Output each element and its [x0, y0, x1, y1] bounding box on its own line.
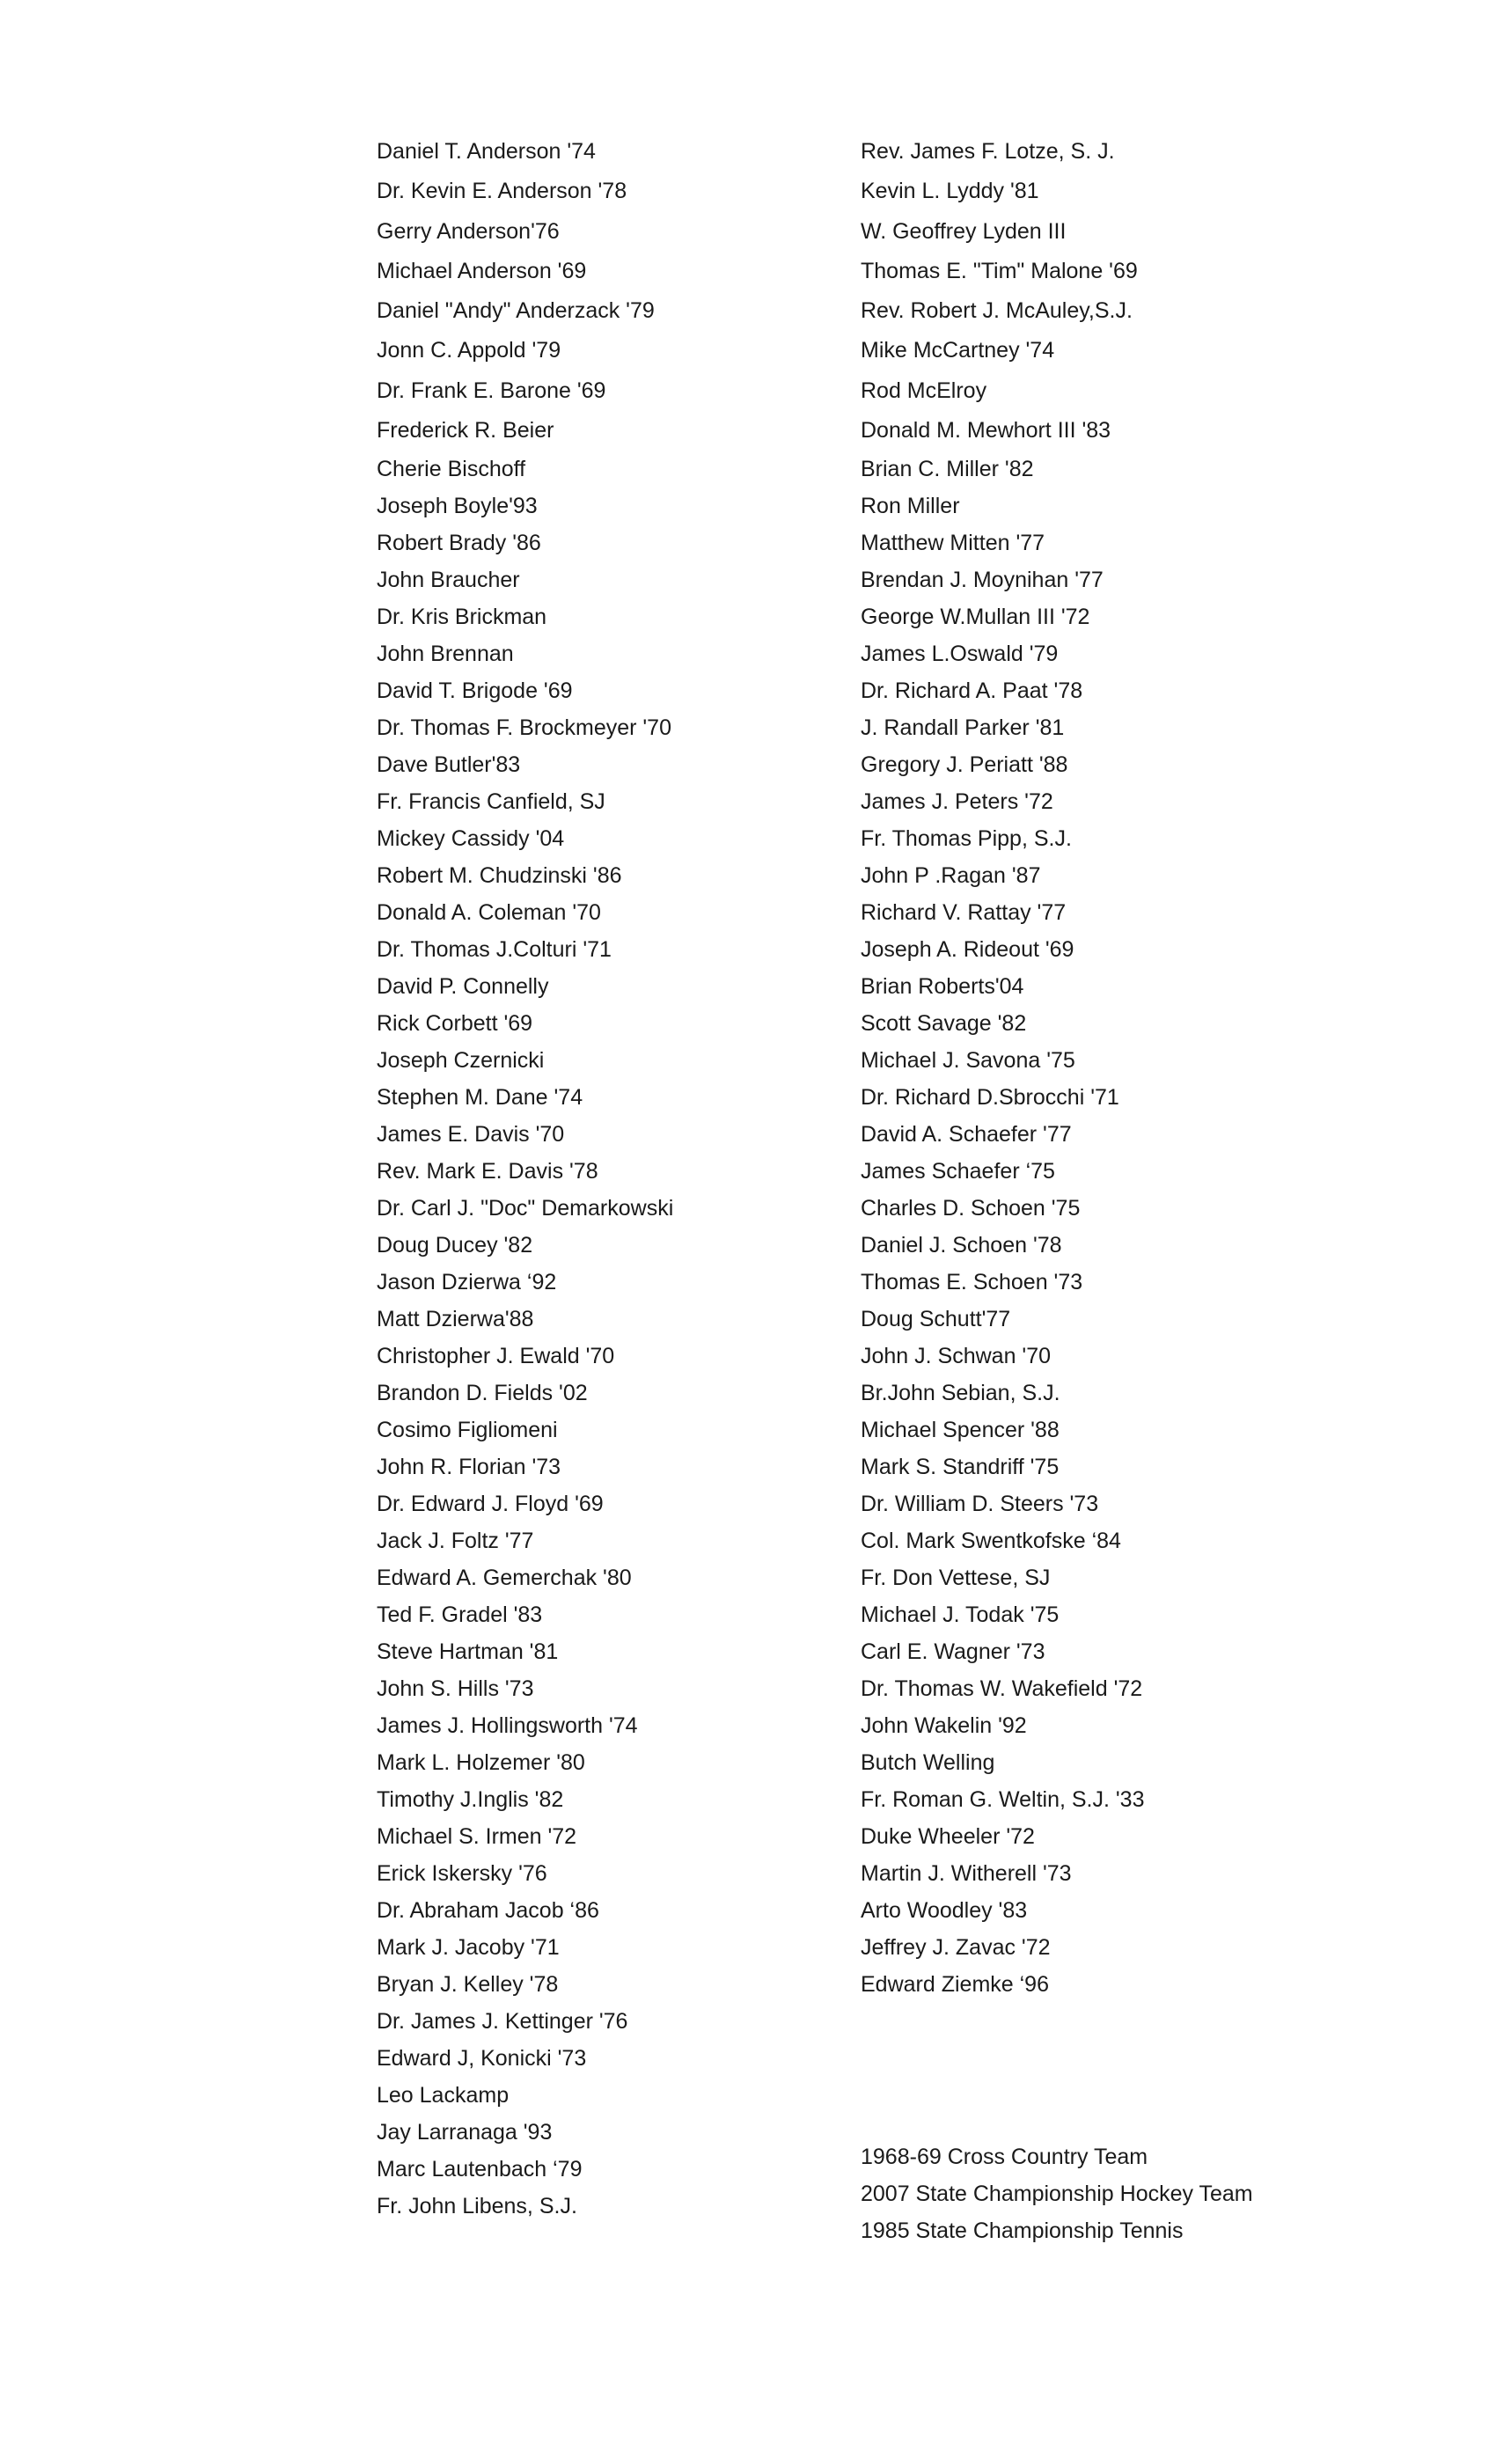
name-entry: James Schaefer ‘75 [861, 1159, 1055, 1184]
name-entry: Mark S. Standriff '75 [861, 1455, 1060, 1480]
name-entry: Mark J. Jacoby '71 [377, 1935, 560, 1961]
name-entry: Joseph Boyle'93 [377, 494, 538, 519]
name-entry: Fr. Roman G. Weltin, S.J. '33 [861, 1787, 1145, 1813]
name-entry: Rev. James F. Lotze, S. J. [861, 139, 1115, 164]
team-list [861, 2138, 1353, 2249]
name-entry: Dr. Kris Brickman [377, 605, 547, 630]
name-entry: Dr. Richard A. Paat '78 [861, 678, 1083, 704]
name-entry: Michael S. Irmen '72 [377, 1824, 577, 1850]
name-entry: George W.Mullan III '72 [861, 605, 1090, 630]
name-entry: David A. Schaefer '77 [861, 1122, 1072, 1148]
name-entry: Dr. Thomas F. Brockmeyer '70 [377, 715, 671, 741]
name-entry: Dr. Thomas J.Colturi '71 [377, 937, 612, 963]
name-entry: Erick Iskersky '76 [377, 1861, 547, 1887]
name-entry: Cosimo Figliomeni [377, 1418, 558, 1443]
name-entry: W. Geoffrey Lyden III [861, 218, 1067, 244]
name-entry: Mickey Cassidy '04 [377, 826, 565, 852]
name-entry: Fr. Thomas Pipp, S.J. [861, 826, 1072, 852]
name-entry: Fr. John Libens, S.J. [377, 2194, 577, 2219]
name-entry: Leo Lackamp [377, 2083, 510, 2108]
name-entry: Brian C. Miller '82 [861, 457, 1034, 482]
name-entry: Scott Savage '82 [861, 1011, 1027, 1037]
name-entry: Kevin L. Lyddy '81 [861, 179, 1039, 204]
name-entry: Donald M. Mewhort III '83 [861, 418, 1111, 444]
name-entry: Michael J. Savona '75 [861, 1048, 1075, 1074]
name-entry: Marc Lautenbach ‘79 [377, 2157, 583, 2182]
name-entry: Rev. Robert J. McAuley,S.J. [861, 298, 1133, 324]
name-entry: David P. Connelly [377, 974, 549, 1000]
name-entry: Matt Dzierwa'88 [377, 1307, 534, 1332]
name-entry: Dr. Edward J. Floyd '69 [377, 1492, 604, 1517]
name-entry: James L.Oswald '79 [861, 642, 1059, 667]
name-entry: Ted F. Gradel '83 [377, 1602, 543, 1628]
name-entry: John S. Hills '73 [377, 1676, 534, 1702]
name-entry: John R. Florian '73 [377, 1455, 561, 1480]
name-entry: Dr. Carl J. "Doc" Demarkowski [377, 1196, 674, 1221]
name-entry: Jeffrey J. Zavac '72 [861, 1935, 1051, 1961]
name-entry: Michael Anderson '69 [377, 258, 587, 283]
name-entry: Rev. Mark E. Davis '78 [377, 1159, 598, 1184]
name-entry: Mark L. Holzemer '80 [377, 1750, 585, 1776]
name-entry: Gregory J. Periatt '88 [861, 752, 1068, 778]
team-entry: 1985 State Championship Tennis [861, 2218, 1184, 2243]
name-entry: John J. Schwan '70 [861, 1344, 1052, 1369]
name-entry: Col. Mark Swentkofske ‘84 [861, 1529, 1121, 1554]
team-entry: 2007 State Championship Hockey Team [861, 2182, 1253, 2206]
name-entry: Robert M. Chudzinski '86 [377, 863, 622, 889]
name-entry: James J. Peters '72 [861, 789, 1053, 815]
name-entry: Br.John Sebian, S.J. [861, 1381, 1060, 1406]
name-entry: Donald A. Coleman '70 [377, 900, 601, 926]
name-entry: Thomas E. Schoen '73 [861, 1270, 1083, 1295]
name-entry: Jonn C. Appold '79 [377, 338, 561, 363]
name-entry: Frederick R. Beier [377, 418, 554, 444]
name-entry: Butch Welling [861, 1750, 995, 1776]
name-entry: Rod McElroy [861, 378, 987, 403]
name-entry: John Braucher [377, 568, 520, 593]
name-entry: Ron Miller [861, 494, 960, 519]
name-entry: Edward Ziemke ‘96 [861, 1972, 1049, 1998]
name-entry: Carl E. Wagner '73 [861, 1639, 1045, 1665]
name-entry: Dave Butler'83 [377, 752, 521, 778]
team-entry: 1968-69 Cross Country Team [861, 2145, 1148, 2169]
right-name-column [861, 132, 1353, 2003]
name-entry: Brendan J. Moynihan '77 [861, 568, 1104, 593]
name-entry: Doug Schutt'77 [861, 1307, 1011, 1332]
name-entry: Dr. James J. Kettinger '76 [377, 2009, 628, 2035]
name-entry: Thomas E. "Tim" Malone '69 [861, 258, 1138, 283]
name-entry: Martin J. Witherell '73 [861, 1861, 1072, 1887]
name-entry: Bryan J. Kelley '78 [377, 1972, 559, 1998]
name-entry: Steve Hartman '81 [377, 1639, 559, 1665]
name-entry: Dr. William D. Steers '73 [861, 1492, 1099, 1517]
name-entry: Daniel "Andy" Anderzack '79 [377, 298, 655, 324]
name-entry: Robert Brady '86 [377, 531, 541, 556]
name-entry: Edward A. Gemerchak '80 [377, 1566, 632, 1591]
name-entry: Dr. Frank E. Barone '69 [377, 378, 606, 403]
name-entry: John Brennan [377, 642, 514, 667]
name-entry: Mike McCartney '74 [861, 338, 1055, 363]
name-entry: James E. Davis '70 [377, 1122, 565, 1148]
name-entry: Jason Dzierwa ‘92 [377, 1270, 557, 1295]
name-entry: Duke Wheeler '72 [861, 1824, 1035, 1850]
name-entry: Rick Corbett '69 [377, 1011, 533, 1037]
name-entry: Gerry Anderson'76 [377, 218, 560, 244]
name-entry: David T. Brigode '69 [377, 678, 573, 704]
name-entry: John P .Ragan '87 [861, 863, 1041, 889]
name-entry: Dr. Abraham Jacob ‘86 [377, 1898, 599, 1924]
name-entry: Stephen M. Dane '74 [377, 1085, 583, 1111]
name-entry: Richard V. Rattay '77 [861, 900, 1067, 926]
name-entry: Matthew Mitten '77 [861, 531, 1045, 556]
name-entry: Christopher J. Ewald '70 [377, 1344, 615, 1369]
name-entry: Joseph Czernicki [377, 1048, 545, 1074]
name-entry: Daniel J. Schoen '78 [861, 1233, 1062, 1258]
name-entry: Cherie Bischoff [377, 457, 526, 482]
name-entry: Fr. Don Vettese, SJ [861, 1566, 1051, 1591]
name-entry: Doug Ducey '82 [377, 1233, 533, 1258]
name-entry: Brandon D. Fields '02 [377, 1381, 588, 1406]
name-entry: Dr. Kevin E. Anderson '78 [377, 179, 627, 204]
name-entry: Timothy J.Inglis '82 [377, 1787, 564, 1813]
name-entry: Edward J, Konicki '73 [377, 2046, 587, 2072]
name-entry: Dr. Richard D.Sbrocchi '71 [861, 1085, 1119, 1111]
name-entry: J. Randall Parker '81 [861, 715, 1065, 741]
name-entry: John Wakelin '92 [861, 1713, 1027, 1739]
name-entry: Michael Spencer '88 [861, 1418, 1060, 1443]
name-entry: Michael J. Todak '75 [861, 1602, 1060, 1628]
name-entry: Arto Woodley '83 [861, 1898, 1028, 1924]
name-entry: Brian Roberts'04 [861, 974, 1024, 1000]
name-entry: Jay Larranaga '93 [377, 2120, 553, 2145]
name-entry: Jack J. Foltz '77 [377, 1529, 534, 1554]
name-entry: Daniel T. Anderson '74 [377, 139, 596, 164]
name-entry: Fr. Francis Canfield, SJ [377, 789, 605, 815]
name-entry: James J. Hollingsworth '74 [377, 1713, 638, 1739]
left-name-column [377, 132, 834, 2225]
name-entry: Joseph A. Rideout '69 [861, 937, 1074, 963]
name-entry: Charles D. Schoen '75 [861, 1196, 1081, 1221]
name-entry: Dr. Thomas W. Wakefield '72 [861, 1676, 1143, 1702]
